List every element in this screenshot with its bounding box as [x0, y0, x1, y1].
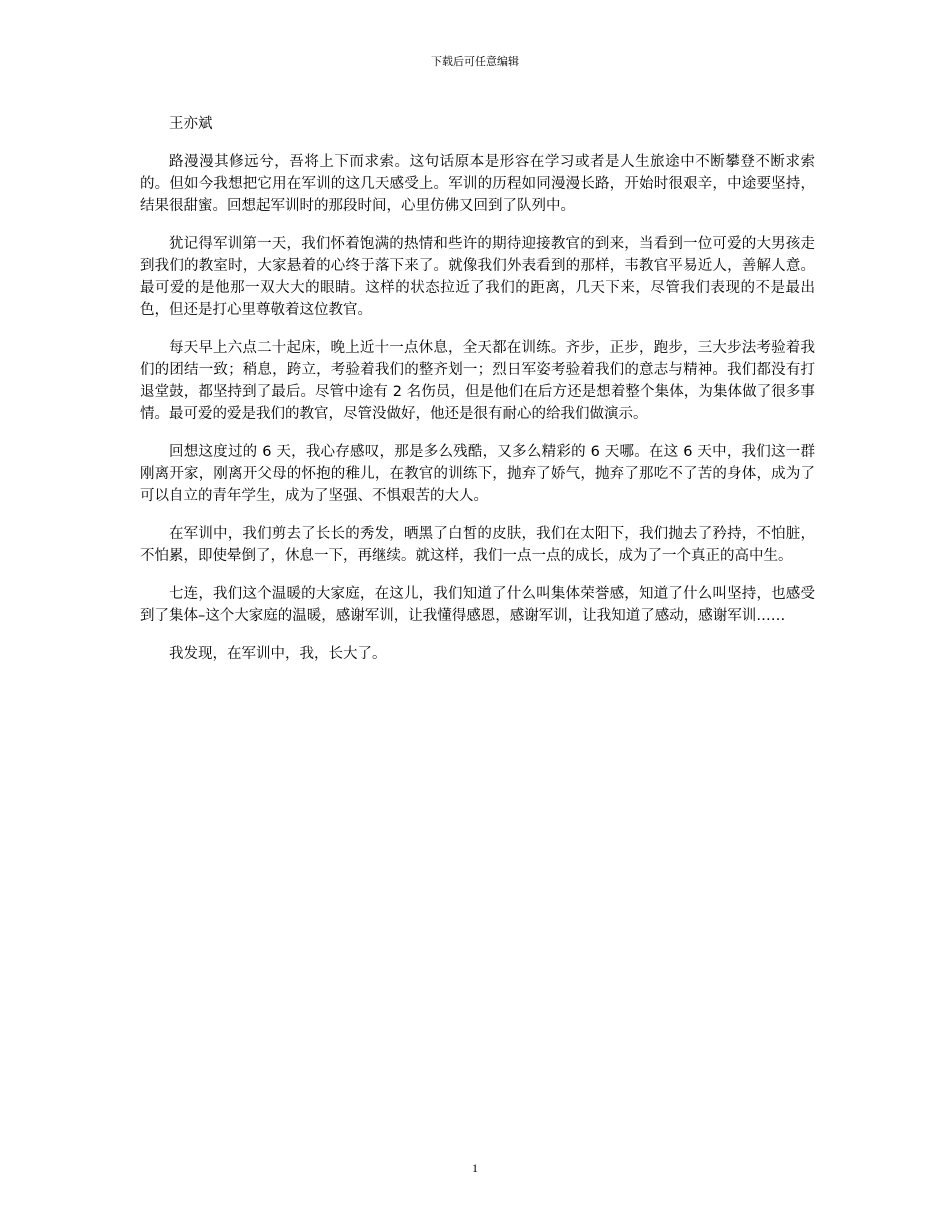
- paragraph-3: 每天早上六点二十起床，晚上近十一点休息，全天都在训练。齐步，正步，跑步，三大步法考验着我们的团结一致；稍息，跨立，考验着我们的整齐划一；烈日军姿考验着我们的意志与精神。我们都没有打退堂鼓，都坚持到了最后。尽管中途有 2 名伤员，但是他们在后方还是想着整个集体，为集体做了很多事情。最可爱的爱是我们的教官，尽管没做好，他还是很有耐心的给我们做演示。: [140, 340, 815, 422]
- document-body: [140, 113, 815, 681]
- paragraph-4: 回想这度过的 6 天，我心存感叹，那是多么残酷，又多么精彩的 6 天哪。在这 6 天中，我们这一群刚离开家，刚离开父母的怀抱的稚儿，在教官的训练下，抛弃了娇气，抛弃了那吃不了苦的身体，成为了可以自立的青年学生，成为了坚强、不惧艰苦的大人。: [140, 444, 815, 504]
- paragraph-5: 在军训中，我们剪去了长长的秀发，晒黑了白皙的皮肤，我们在太阳下，我们抛去了矜持，不怕脏，不怕累，即使晕倒了，休息一下，再继续。就这样，我们一点一点的成长，成为了一个真正的高中生。: [140, 526, 815, 564]
- page-number: 1: [472, 1161, 478, 1175]
- paragraph-1: 路漫漫其修远兮，吾将上下而求索。这句话原本是形容在学习或者是人生旅途中不断攀登不断求索的。但如今我想把它用在军训的这几天感受上。军训的历程如同漫漫长路，开始时很艰辛，中途要坚持，结果很甜蜜。回想起军训时的那段时间，心里仿佛又回到了队列中。: [140, 154, 815, 214]
- paragraph-7: 我发现，在军训中，我，长大了。: [169, 646, 387, 662]
- paragraph-2: 犹记得军训第一天，我们怀着饱满的热情和些许的期待迎接教官的到来，当看到一位可爱的大男孩走到我们的教室时，大家悬着的心终于落下来了。就像我们外表看到的那样，韦教官平易近人，善解人意。最可爱的是他那一双大大的眼睛。这样的状态拉近了我们的距离，几天下来，尽管我们表现的不是最出色，但还是打心里尊敬着这位教官。: [140, 236, 815, 318]
- author-name: 王亦斌: [169, 116, 213, 132]
- page-header: 下载后可任意编辑: [431, 55, 519, 68]
- paragraph-6: 七连，我们这个温暖的大家庭，在这儿，我们知道了什么叫集体荣誉感，知道了什么叫坚持，也感受到了集体–这个大家庭的温暖，感谢军训，让我懂得感恩，感谢军训，让我知道了感动，感谢军训……: [140, 586, 815, 624]
